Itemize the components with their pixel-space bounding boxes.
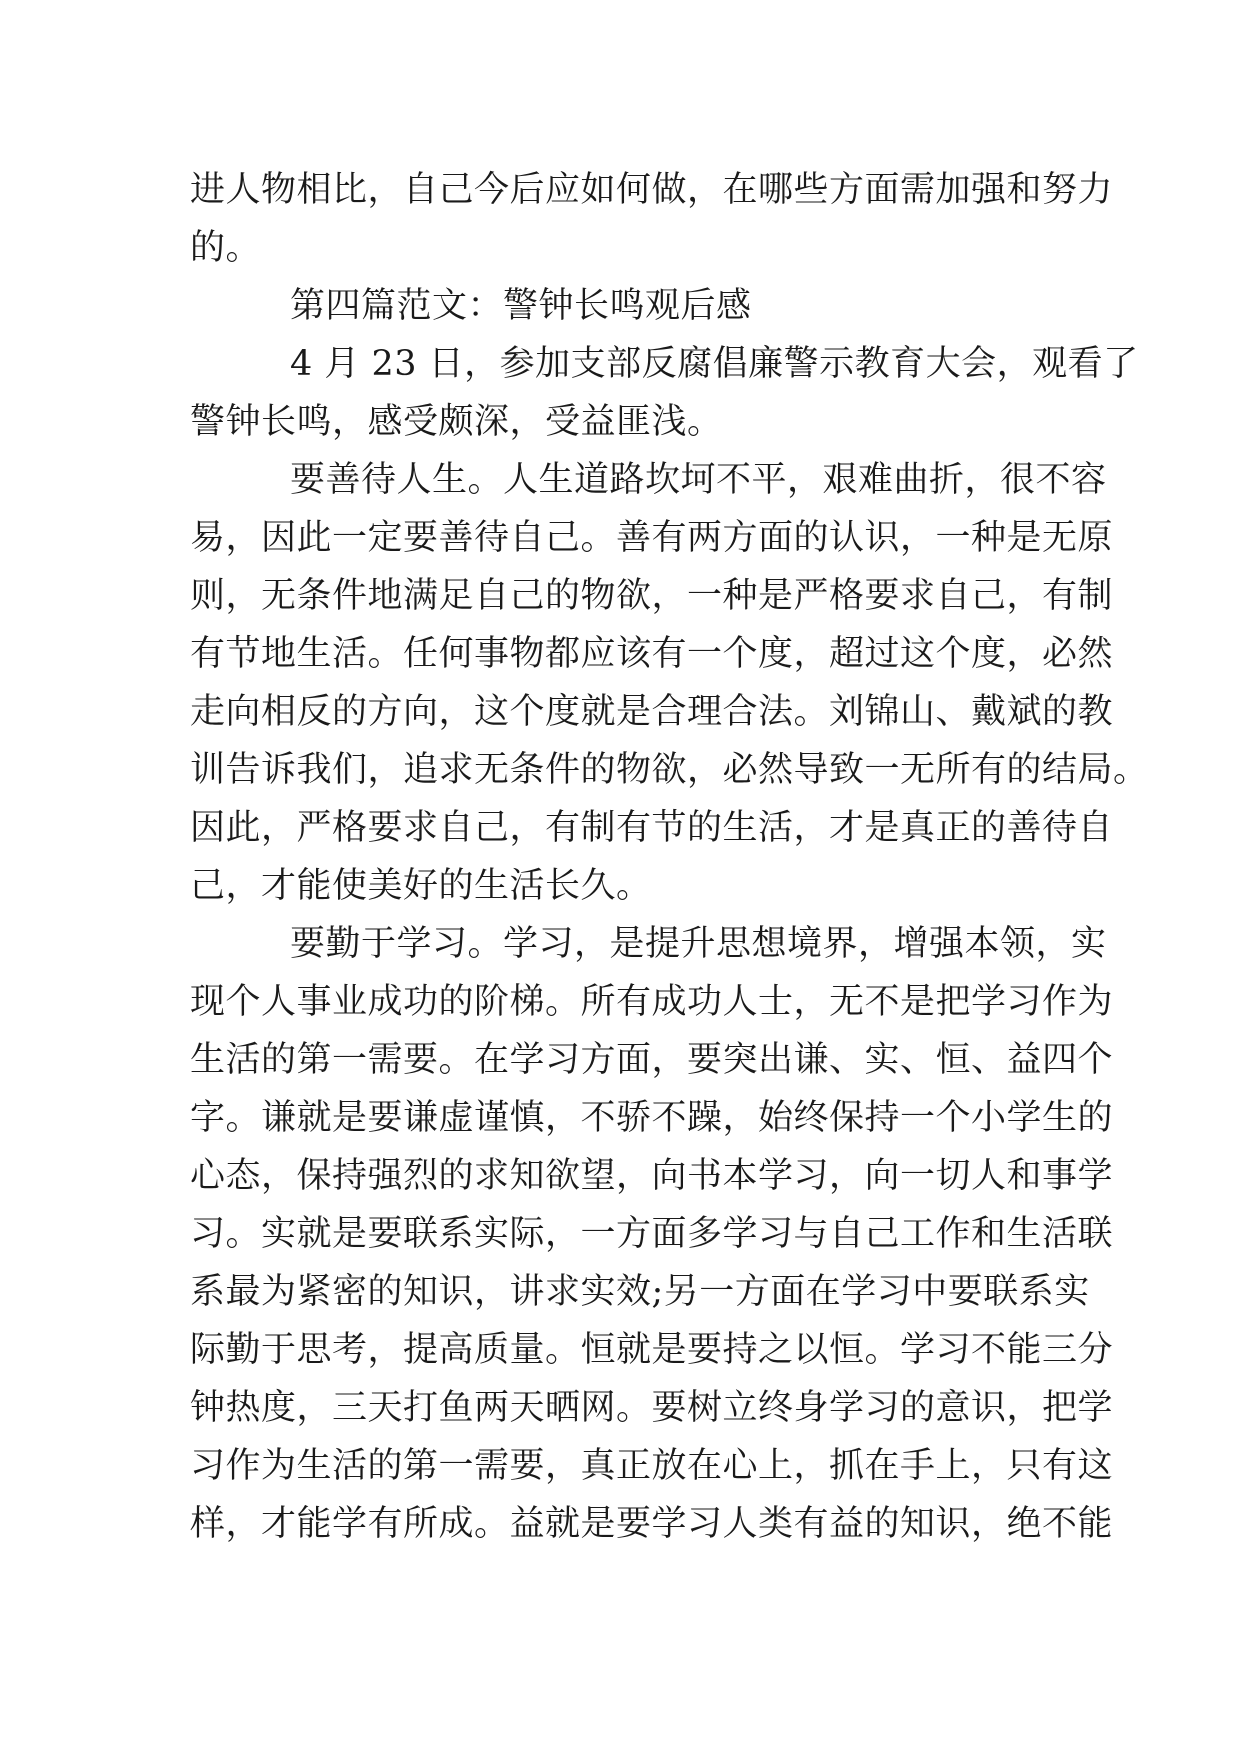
text-line: 己，才能使美好的生活长久。	[190, 866, 652, 906]
text-line: 要勤于学习。学习，是提升思想境界，增强本领，实	[290, 924, 1107, 964]
text-line: 心态，保持强烈的求知欲望，向书本学习，向一切人和事学	[190, 1156, 1114, 1196]
text-line: 进人物相比，自己今后应如何做，在哪些方面需加强和努力	[190, 170, 1114, 210]
text-line: 要善待人生。人生道路坎坷不平，艰难曲折，很不容	[290, 460, 1107, 500]
text-line: 钟热度，三天打鱼两天晒网。要树立终身学习的意识，把学	[190, 1388, 1114, 1428]
text-line: 生活的第一需要。在学习方面，要突出谦、实、恒、益四个	[190, 1040, 1114, 1080]
text-line: 则，无条件地满足自己的物欲，一种是严格要求自己，有制	[190, 576, 1114, 616]
text-line: 字。谦就是要谦虚谨慎，不骄不躁，始终保持一个小学生的	[190, 1098, 1114, 1138]
text-line: 走向相反的方向，这个度就是合理合法。刘锦山、戴斌的教	[190, 692, 1114, 732]
text-line: 有节地生活。任何事物都应该有一个度，超过这个度，必然	[190, 634, 1114, 674]
text-line: 的。	[190, 228, 262, 268]
text-line: 习。实就是要联系实际，一方面多学习与自己工作和生活联	[190, 1214, 1114, 1254]
text-line: 样，才能学有所成。益就是要学习人类有益的知识，绝不能	[190, 1504, 1114, 1544]
text-line: 易，因此一定要善待自己。善有两方面的认识，一种是无原	[190, 518, 1114, 558]
text-line: 训告诉我们，追求无条件的物欲，必然导致一无所有的结局。	[190, 750, 1149, 790]
text-line: 现个人事业成功的阶梯。所有成功人士，无不是把学习作为	[190, 982, 1114, 1022]
text-line: 际勤于思考，提高质量。恒就是要持之以恒。学习不能三分	[190, 1330, 1114, 1370]
text-line: 因此，严格要求自己，有制有节的生活，才是真正的善待自	[190, 808, 1114, 848]
section-title: 第四篇范文：警钟长鸣观后感	[290, 286, 752, 326]
text-line: 习作为生活的第一需要，真正放在心上，抓在手上，只有这	[190, 1446, 1114, 1486]
text-line: 系最为紧密的知识，讲求实效;另一方面在学习中要联系实	[190, 1272, 1090, 1312]
text-line: 4 月 23 日，参加支部反腐倡廉警示教育大会，观看了	[290, 344, 1139, 384]
text-line: 警钟长鸣，感受颇深，受益匪浅。	[190, 402, 723, 442]
